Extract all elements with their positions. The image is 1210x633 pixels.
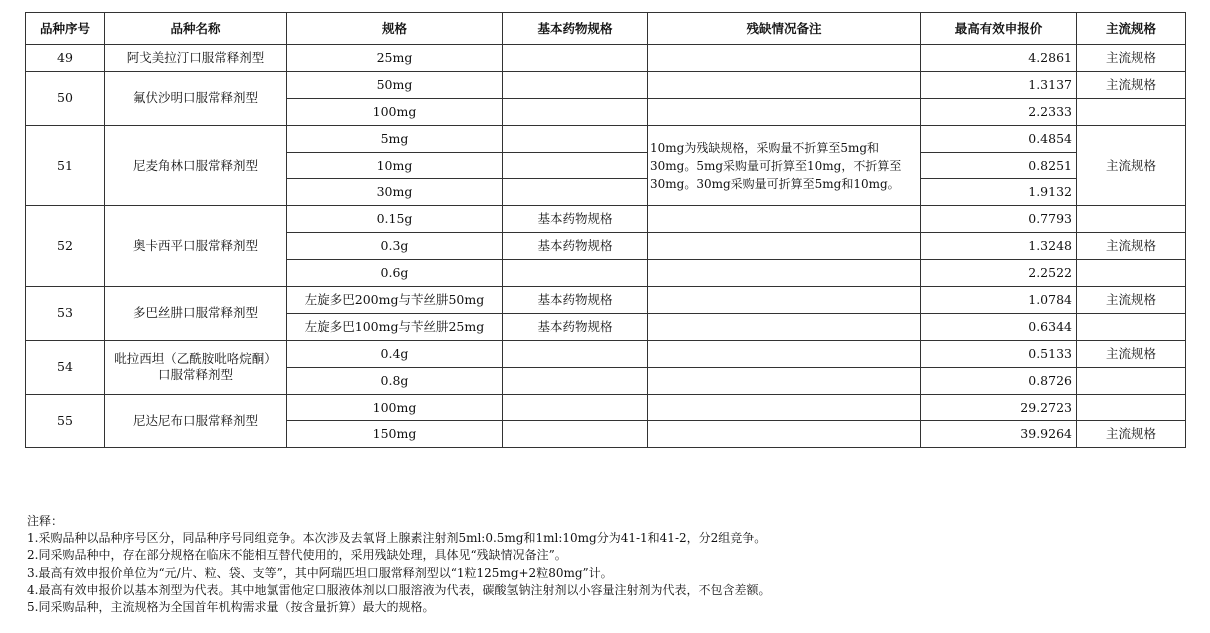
main-spec-cell: 主流规格 — [1077, 287, 1186, 314]
basic-spec-cell — [503, 394, 648, 421]
item-name: 吡拉西坦（乙酰胺吡咯烷酮）口服常释剂型 — [105, 340, 287, 394]
item-name: 尼麦角林口服常释剂型 — [105, 125, 287, 206]
basic-spec-cell — [503, 152, 648, 179]
table-row — [26, 71, 1186, 98]
main-spec-cell — [1077, 260, 1186, 287]
shortage-note-cell — [648, 394, 921, 421]
basic-spec-cell — [503, 340, 648, 367]
basic-spec-cell: 基本药物规格 — [503, 233, 648, 260]
shortage-note-cell — [648, 421, 921, 448]
note-line: 3.最高有效申报价单位为“元/片、粒、袋、支等”，其中阿瑞匹坦口服常释剂型以“1粒125mg+2粒80mg”计。 — [27, 565, 613, 580]
shortage-note-cell — [648, 233, 921, 260]
main-spec-cell: 主流规格 — [1077, 340, 1186, 367]
main-spec-cell: 主流规格 — [1077, 421, 1186, 448]
item-number: 55 — [26, 394, 105, 448]
spec-cell: 150mg — [287, 421, 503, 448]
basic-spec-cell: 基本药物规格 — [503, 287, 648, 314]
item-number: 51 — [26, 125, 105, 206]
basic-spec-cell — [503, 260, 648, 287]
column-header: 最高有效申报价 — [921, 13, 1077, 45]
column-header: 残缺情况备注 — [648, 13, 921, 45]
item-name: 奥卡西平口服常释剂型 — [105, 206, 287, 287]
price-cell: 29.2723 — [921, 394, 1077, 421]
spec-cell: 100mg — [287, 98, 503, 125]
price-cell: 1.3248 — [921, 233, 1077, 260]
price-cell: 4.2861 — [921, 45, 1077, 72]
basic-spec-cell — [503, 367, 648, 394]
spec-cell: 左旋多巴200mg与苄丝肼50mg — [287, 287, 503, 314]
spec-cell: 左旋多巴100mg与苄丝肼25mg — [287, 313, 503, 340]
main-spec-cell: 主流规格 — [1077, 233, 1186, 260]
item-name: 氟伏沙明口服常释剂型 — [105, 71, 287, 125]
basic-spec-cell — [503, 179, 648, 206]
shortage-note-cell — [648, 98, 921, 125]
table-row — [26, 340, 1186, 367]
price-cell: 1.9132 — [921, 179, 1077, 206]
shortage-note-cell — [648, 367, 921, 394]
main-spec-cell: 主流规格 — [1077, 71, 1186, 98]
main-spec-cell — [1077, 98, 1186, 125]
table-row — [26, 125, 1186, 152]
column-header: 规格 — [287, 13, 503, 45]
spec-cell: 10mg — [287, 152, 503, 179]
price-cell: 0.4854 — [921, 125, 1077, 152]
price-cell: 1.3137 — [921, 71, 1077, 98]
item-number: 49 — [26, 45, 105, 72]
price-cell: 2.2522 — [921, 260, 1077, 287]
table-row — [26, 287, 1186, 314]
column-header: 主流规格 — [1077, 13, 1186, 45]
main-spec-cell — [1077, 394, 1186, 421]
item-number: 50 — [26, 71, 105, 125]
item-name: 尼达尼布口服常释剂型 — [105, 394, 287, 448]
spec-cell: 25mg — [287, 45, 503, 72]
spec-cell: 0.3g — [287, 233, 503, 260]
shortage-note-cell — [648, 45, 921, 72]
table-row — [26, 394, 1186, 421]
item-name: 阿戈美拉汀口服常释剂型 — [105, 45, 287, 72]
spec-cell: 0.15g — [287, 206, 503, 233]
basic-spec-cell — [503, 45, 648, 72]
main-spec-cell — [1077, 367, 1186, 394]
item-number: 54 — [26, 340, 105, 394]
shortage-note-cell — [648, 260, 921, 287]
shortage-note-cell — [648, 206, 921, 233]
note-line: 2.同采购品种中，存在部分规格在临床不能相互替代使用的，采用残缺处理，具体见“残缺情况备注”。 — [27, 548, 567, 563]
spec-cell: 0.8g — [287, 367, 503, 394]
basic-spec-cell — [503, 125, 648, 152]
shortage-note-cell — [648, 287, 921, 314]
price-cell: 0.7793 — [921, 206, 1077, 233]
basic-spec-cell — [503, 421, 648, 448]
price-cell: 0.8251 — [921, 152, 1077, 179]
basic-spec-cell: 基本药物规格 — [503, 313, 648, 340]
column-header: 基本药物规格 — [503, 13, 648, 45]
main-spec-cell — [1077, 206, 1186, 233]
shortage-note-cell — [648, 71, 921, 98]
spec-cell: 100mg — [287, 394, 503, 421]
column-header: 品种序号 — [26, 13, 105, 45]
price-table — [25, 12, 1186, 448]
price-cell: 2.2333 — [921, 98, 1077, 125]
note-line: 5.同采购品种，主流规格为全国首年机构需求量（按含量折算）最大的规格。 — [27, 600, 435, 615]
shortage-note-cell — [648, 313, 921, 340]
item-name: 多巴丝肼口服常释剂型 — [105, 287, 287, 341]
item-number: 52 — [26, 206, 105, 287]
spec-cell: 50mg — [287, 71, 503, 98]
table-header-row — [26, 13, 1186, 45]
note-line: 1.采购品种以品种序号区分，同品种序号同组竞争。本次涉及去氧肾上腺素注射剂5ml:0.5mg和1ml:10mg分为41-1和41-2，分2组竞争。 — [27, 531, 767, 546]
main-spec-cell: 主流规格 — [1077, 45, 1186, 72]
main-spec-cell: 主流规格 — [1077, 125, 1186, 206]
basic-spec-cell: 基本药物规格 — [503, 206, 648, 233]
price-cell: 1.0784 — [921, 287, 1077, 314]
basic-spec-cell — [503, 98, 648, 125]
shortage-note-cell: 10mg为残缺规格，采购量不折算至5mg和30mg。5mg采购量可折算至10mg，不折算至30mg。30mg采购量可折算至5mg和10mg。 — [648, 125, 921, 206]
table-row — [26, 206, 1186, 233]
price-cell: 39.9264 — [921, 421, 1077, 448]
spec-cell: 0.6g — [287, 260, 503, 287]
spec-cell: 30mg — [287, 179, 503, 206]
main-spec-cell — [1077, 313, 1186, 340]
item-number: 53 — [26, 287, 105, 341]
price-cell: 0.6344 — [921, 313, 1077, 340]
spec-cell: 5mg — [287, 125, 503, 152]
notes-title: 注释： — [27, 514, 64, 528]
column-header: 品种名称 — [105, 13, 287, 45]
price-cell: 0.5133 — [921, 340, 1077, 367]
spec-cell: 0.4g — [287, 340, 503, 367]
price-cell: 0.8726 — [921, 367, 1077, 394]
basic-spec-cell — [503, 71, 648, 98]
note-line: 4.最高有效申报价以基本剂型为代表。其中地氯雷他定口服液体剂以口服溶液为代表，碳酸氢钠注射剂以小容量注射剂为代表，不包含差额。 — [27, 582, 771, 597]
shortage-note-cell — [648, 340, 921, 367]
table-row — [26, 45, 1186, 72]
notes-section — [27, 513, 1177, 616]
